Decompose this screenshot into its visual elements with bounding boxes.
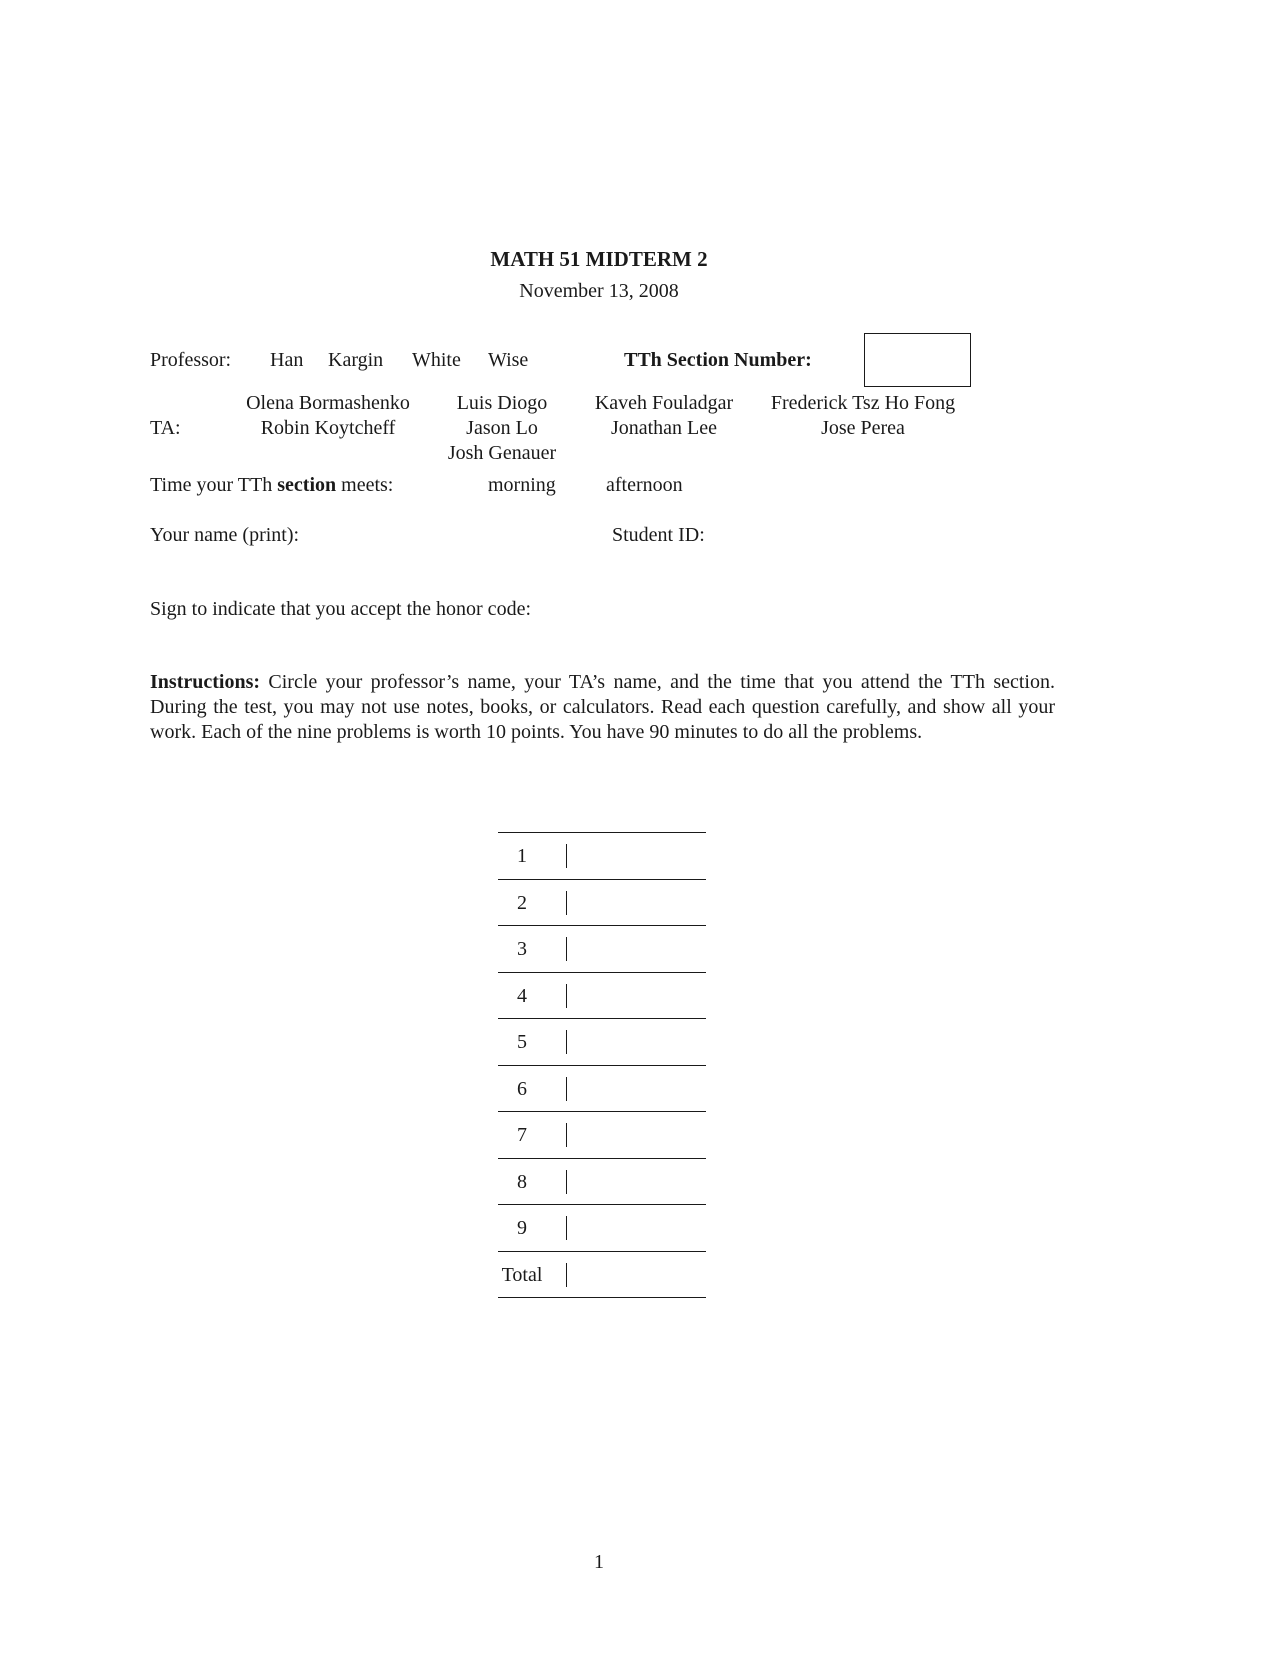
problem-number: 2	[517, 891, 527, 914]
problem-number: 4	[517, 984, 527, 1007]
column-divider	[566, 1263, 567, 1287]
exam-title: MATH 51 MIDTERM 2	[490, 247, 708, 271]
professor-option-han[interactable]: Han	[270, 349, 304, 371]
problem-number: 8	[517, 1170, 527, 1193]
table-row	[498, 972, 706, 1019]
professor-label: Professor:	[150, 349, 232, 371]
meeting-option-afternoon[interactable]: afternoon	[606, 474, 683, 496]
score-cell[interactable]	[568, 1023, 706, 1061]
table-row	[498, 879, 706, 926]
column-divider	[566, 891, 567, 915]
problem-number: 7	[517, 1124, 527, 1146]
meeting-time-label	[150, 475, 393, 495]
professor-option-wise[interactable]: Wise	[488, 349, 529, 371]
column-divider	[566, 1216, 567, 1240]
score-table	[498, 832, 706, 1298]
exam-date: November 13, 2008	[519, 280, 679, 302]
ta-option[interactable]: Kaveh Fouladgar	[594, 392, 734, 414]
instructions-paragraph	[150, 670, 1055, 745]
column-divider	[566, 937, 567, 961]
column-divider	[566, 1123, 567, 1147]
score-cell[interactable]	[568, 1070, 706, 1108]
meeting-time-label-prefix: Time your TTh	[150, 474, 278, 496]
instructions-text: Circle your professor’s name, your TA’s name, and the time that you attend the TTh section. During the test, you may not use notes, books, or calculators. Read each question carefully, and show all your work. Each of the nine problems is worth 10 points. You have 90 minutes to do all the problems.	[150, 671, 1055, 743]
ta-label: TA:	[150, 417, 181, 439]
ta-option[interactable]: Jason Lo	[466, 417, 538, 439]
table-row	[498, 1018, 706, 1065]
problem-number: 6	[517, 1077, 527, 1100]
problem-number: 9	[517, 1217, 527, 1239]
instructions-label: Instructions:	[150, 671, 261, 693]
ta-option[interactable]: Josh Genauer	[447, 442, 557, 464]
ta-option[interactable]: Luis Diogo	[456, 392, 548, 414]
ta-option[interactable]: Robin Koytcheff	[260, 417, 396, 439]
meeting-option-morning[interactable]: morning	[488, 474, 556, 496]
professor-option-kargin[interactable]: Kargin	[328, 349, 384, 371]
score-cell[interactable]	[568, 1116, 706, 1154]
column-divider	[566, 1030, 567, 1054]
score-cell[interactable]	[568, 930, 706, 968]
ta-option[interactable]: Frederick Tsz Ho Fong	[770, 392, 956, 414]
score-cell[interactable]	[568, 1209, 706, 1247]
problem-number: 1	[517, 845, 527, 867]
total-score-cell[interactable]	[568, 1256, 706, 1294]
ta-option[interactable]: Olena Bormashenko	[246, 392, 410, 414]
total-label: Total	[501, 1263, 543, 1286]
problem-number: 5	[517, 1031, 527, 1053]
meeting-time-label-suffix: meets:	[336, 474, 394, 496]
table-row	[498, 1065, 706, 1112]
problem-number: 3	[517, 938, 527, 960]
professor-option-white[interactable]: White	[412, 349, 461, 371]
table-row	[498, 832, 706, 879]
score-cell[interactable]	[568, 977, 706, 1015]
student-name-label: Your name (print):	[150, 524, 300, 546]
ta-option[interactable]: Jonathan Lee	[610, 417, 718, 439]
table-row	[498, 1251, 706, 1299]
column-divider	[566, 1077, 567, 1101]
table-row	[498, 1204, 706, 1251]
honor-code-label: Sign to indicate that you accept the honor code:	[150, 598, 531, 620]
section-number-label: TTh Section Number:	[624, 349, 812, 371]
score-cell[interactable]	[568, 837, 706, 875]
table-row	[498, 1111, 706, 1158]
column-divider	[566, 984, 567, 1008]
section-number-box[interactable]	[864, 333, 971, 387]
table-row	[498, 925, 706, 972]
page-number: 1	[594, 1551, 604, 1573]
column-divider	[566, 1170, 567, 1194]
student-id-label: Student ID:	[612, 524, 705, 546]
meeting-time-label-bold: section	[277, 474, 337, 496]
ta-option[interactable]: Jose Perea	[821, 417, 905, 439]
score-cell[interactable]	[568, 884, 706, 922]
score-cell[interactable]	[568, 1163, 706, 1201]
column-divider	[566, 844, 567, 868]
table-row	[498, 1158, 706, 1205]
